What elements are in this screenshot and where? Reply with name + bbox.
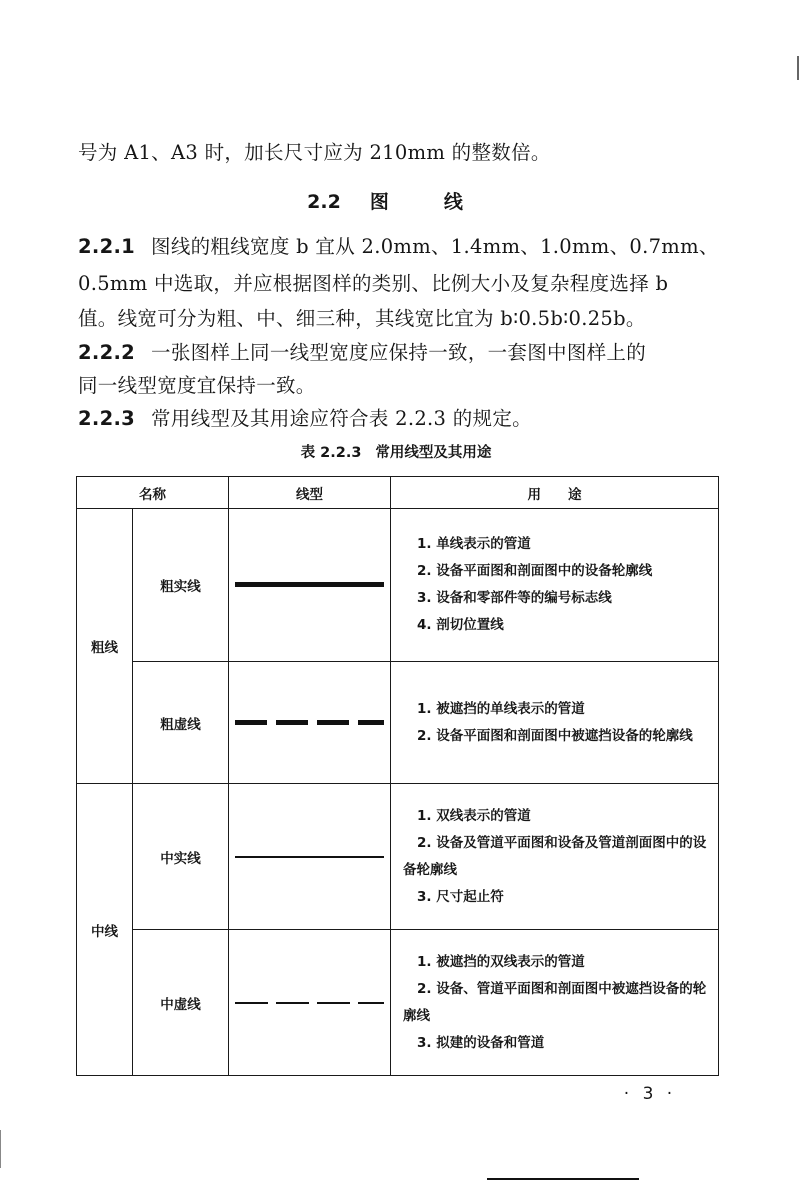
usage-item: 1. 被遮挡的单线表示的管道 [417, 700, 585, 717]
table-header-row [77, 477, 719, 509]
clause-2-2-2-line: 同一线型宽度宜保持一致。 [78, 374, 316, 397]
line-sample-cell [229, 509, 391, 662]
line-name: 粗实线 [133, 509, 229, 662]
usage-item: 2. 设备及管道平面图和设备及管道剖面图中的设备轮廓线 [403, 834, 707, 878]
continuation-paragraph: 号为 A1、A3 时，加长尺寸应为 210mm 的整数倍。 [78, 141, 551, 164]
line-name: 粗虚线 [133, 662, 229, 784]
line-sample-cell [229, 662, 391, 784]
clause-text: 常用线型及其用途应符合表 2.2.3 的规定。 [151, 407, 532, 430]
usage-cell [391, 930, 719, 1076]
usage-cell [391, 509, 719, 662]
usage-item: 3. 拟建的设备和管道 [417, 1034, 545, 1051]
usage-item: 3. 设备和零部件等的编号标志线 [417, 590, 612, 606]
clause-text: 图线的粗线宽度 b 宜从 2.0mm、1.4mm、1.0mm、0.7mm、 [151, 235, 719, 258]
table-row [77, 784, 719, 930]
section-title-char: 图 [369, 191, 389, 213]
page-number: · 3 · [623, 1084, 677, 1104]
usage-item: 1. 单线表示的管道 [417, 536, 531, 552]
clause-2-2-1-line [78, 233, 719, 261]
clause-number: 2.2.3 [78, 407, 136, 430]
table-caption-title: 常用线型及其用途 [375, 445, 492, 461]
scan-edge-mark [0, 1130, 1, 1168]
line-name: 中实线 [133, 784, 229, 930]
usage-item: 2. 设备平面图和剖面图中被遮挡设备的轮廓线 [417, 727, 693, 744]
usage-item: 1. 双线表示的管道 [417, 807, 531, 824]
line-sample-cell [229, 930, 391, 1076]
line-types-table [76, 476, 719, 1076]
thick-solid-line-sample [235, 582, 384, 587]
section-number: 2.2 [307, 191, 341, 213]
line-name: 中虚线 [133, 930, 229, 1076]
table-row [77, 509, 719, 662]
section-heading [0, 188, 770, 216]
usage-item: 3. 尺寸起止符 [417, 888, 504, 905]
clause-2-2-1-line: 值。线宽可分为粗、中、细三种，其线宽比宜为 b∶0.5b∶0.25b。 [78, 307, 646, 330]
clause-number: 2.2.2 [78, 341, 136, 364]
header-name: 名称 [77, 477, 229, 509]
usage-item: 2. 设备平面图和剖面图中的设备轮廓线 [417, 563, 653, 579]
table-caption [0, 442, 792, 464]
group-label: 粗线 [77, 509, 133, 784]
table-row [77, 930, 719, 1076]
usage-item: 1. 被遮挡的双线表示的管道 [417, 953, 585, 970]
table-caption-number: 表 2.2.3 [300, 445, 362, 461]
header-usage: 用 途 [391, 477, 719, 509]
section-title-char: 线 [443, 191, 463, 213]
header-line-type: 线型 [229, 477, 391, 509]
clause-2-2-1-line: 0.5mm 中选取，并应根据图样的类别、比例大小及复杂程度选择 b [78, 272, 669, 295]
group-label: 中线 [77, 784, 133, 1076]
table-row [77, 662, 719, 784]
clause-2-2-2-line [78, 339, 646, 367]
medium-dashed-line-sample [235, 1002, 384, 1004]
clause-number: 2.2.1 [78, 235, 136, 258]
usage-item: 4. 剖切位置线 [417, 617, 504, 633]
usage-cell [391, 662, 719, 784]
clause-text: 一张图样上同一线型宽度应保持一致，一套图中图样上的 [151, 341, 647, 364]
medium-solid-line-sample [235, 856, 384, 859]
line-sample-cell [229, 784, 391, 930]
thick-dashed-line-sample [235, 720, 384, 725]
clause-2-2-3-line [78, 405, 532, 433]
usage-cell [391, 784, 719, 930]
scan-edge-mark [797, 56, 799, 80]
usage-item: 2. 设备、管道平面图和剖面图中被遮挡设备的轮廓线 [403, 980, 707, 1024]
